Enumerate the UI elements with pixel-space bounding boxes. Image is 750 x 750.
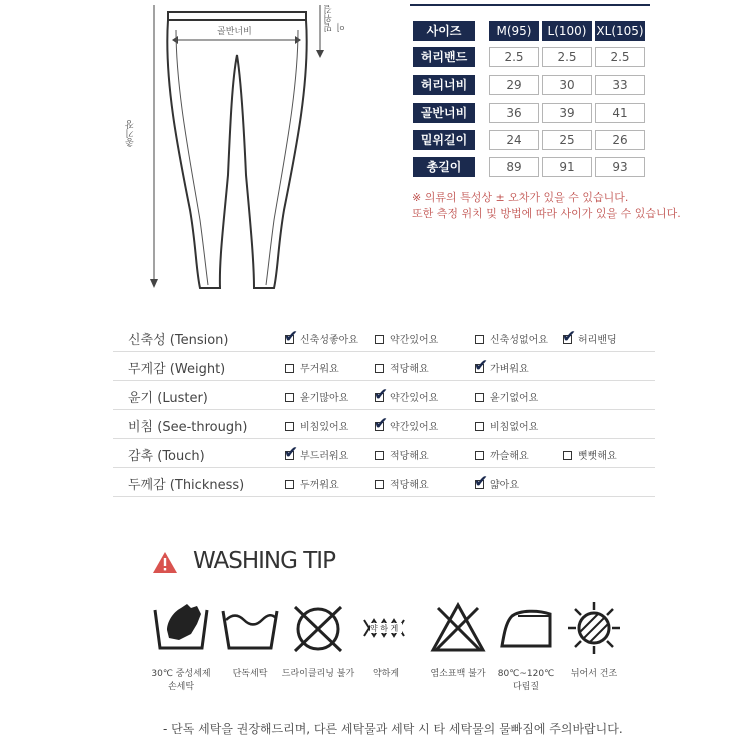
wash-label-single: 단독세탁 [232, 669, 268, 679]
option-label: 까슬해요 [490, 451, 529, 462]
property-label: 감촉 (Touch) [128, 449, 205, 464]
size-note-2: 또한 측정 위치 및 방법에 따라 사이가 있을 수 있습니다. [412, 207, 681, 220]
property-option [285, 389, 348, 404]
size-header-l: L(100) [542, 21, 592, 41]
dry-flat-icon [566, 600, 622, 656]
checkbox-icon [285, 480, 294, 489]
checkmark-icon: ✔ [474, 471, 489, 492]
property-row [113, 323, 655, 352]
no-bleach-icon [430, 602, 486, 654]
size-row-label: 골반너비 [413, 103, 475, 123]
property-option [374, 413, 439, 434]
checkmark-icon: ✔ [284, 326, 299, 347]
size-cell: 26 [595, 130, 645, 150]
checkmark-icon: ✔ [374, 413, 389, 434]
leggings-outline [167, 20, 306, 288]
property-row [113, 410, 655, 439]
checkbox-icon [475, 451, 484, 460]
checkbox-icon [375, 335, 384, 344]
option-label: 부드러워요 [300, 451, 349, 462]
property-option [475, 331, 548, 346]
checkbox-icon [285, 364, 294, 373]
wash-label-dry-clean: 드라이클리닝 불가 [281, 669, 355, 679]
property-label: 신축성 (Tension) [128, 333, 229, 348]
property-label: 비침 (See-through) [128, 420, 248, 435]
checkbox-icon [375, 480, 384, 489]
checked-box-icon [474, 471, 489, 492]
iron-icon [498, 606, 554, 650]
property-option [284, 442, 349, 463]
checkmark-icon: ✔ [284, 442, 299, 463]
property-option [474, 471, 519, 492]
gentle-wring-text: 약 하 게 [370, 624, 399, 633]
size-cell: 29 [489, 75, 539, 95]
washing-tip-1: - 단독 세탁을 권장해드리며, 다른 세탁물과 세탁 시 타 세탁물의 물빠짐에 주의바랍니다. [163, 722, 623, 736]
option-label: 약간있어요 [390, 422, 439, 433]
property-option [374, 384, 439, 405]
size-row-label: 총길이 [413, 157, 475, 177]
checkbox-icon [563, 451, 572, 460]
checked-box-icon [284, 326, 299, 347]
checkmark-icon: ✔ [374, 384, 389, 405]
washing-tip-title: WASHING TIP [193, 548, 335, 574]
no-dry-clean-icon [290, 604, 346, 654]
size-cell: 30 [542, 75, 592, 95]
size-cell: 24 [489, 130, 539, 150]
option-label: 윤기없어요 [490, 393, 539, 404]
property-option [475, 389, 538, 404]
checkbox-icon [475, 422, 484, 431]
option-label: 신축성없어요 [490, 335, 548, 346]
option-label: 두꺼워요 [300, 480, 339, 491]
rise-length-label: 밑위길이 [324, 5, 347, 32]
checkbox-icon [375, 451, 384, 460]
option-label: 얇아요 [490, 480, 519, 491]
checkbox-icon [475, 393, 484, 402]
checkmark-icon: ✔ [562, 326, 577, 347]
property-row [113, 468, 655, 497]
size-header-xl: XL(105) [595, 21, 645, 41]
option-label: 허리밴딩 [578, 335, 617, 346]
property-option [475, 447, 529, 462]
checked-box-icon [474, 355, 489, 376]
option-label: 적당해요 [390, 364, 429, 375]
checked-box-icon [374, 384, 389, 405]
property-row [113, 352, 655, 381]
size-row-label: 허리너비 [413, 75, 475, 95]
option-label: 무거워요 [300, 364, 339, 375]
checkbox-icon [285, 393, 294, 402]
size-cell: 33 [595, 75, 645, 95]
property-option [375, 360, 429, 375]
property-label: 윤기 (Luster) [128, 391, 208, 406]
property-option [474, 355, 529, 376]
option-label: 약간있어요 [390, 393, 439, 404]
size-cell: 91 [542, 157, 592, 177]
property-option [285, 360, 339, 375]
option-label: 윤기많아요 [300, 393, 349, 404]
size-cell: 36 [489, 103, 539, 123]
size-note-1: ※ 의류의 특성상 ± 오차가 있을 수 있습니다. [412, 191, 629, 204]
checked-box-icon [374, 413, 389, 434]
wash-label-iron: 80℃~120℃ 다림질 [497, 669, 555, 692]
wash-label-bleach: 염소표백 불가 [430, 669, 486, 679]
property-option [375, 447, 429, 462]
size-cell: 39 [542, 103, 592, 123]
property-row [113, 381, 655, 410]
property-option [375, 331, 438, 346]
leggings-diagram [120, 0, 360, 300]
property-option [285, 476, 339, 491]
property-option [284, 326, 358, 347]
property-label: 무게감 (Weight) [128, 362, 226, 377]
total-length-label: 총기장 [126, 120, 136, 147]
property-option [285, 418, 348, 433]
wash-label-hand-wash: 30℃ 중성세제 손세탁 [151, 669, 211, 692]
warning-icon [152, 551, 178, 574]
wash-label-dry: 뉘어서 건조 [570, 669, 618, 679]
checkbox-icon [475, 335, 484, 344]
wash-label-gentle: 약하게 [372, 669, 400, 679]
hand-wash-icon [151, 600, 211, 656]
option-label: 신축성좋아요 [300, 335, 358, 346]
checkmark-icon: ✔ [474, 355, 489, 376]
size-row-label: 밑위길이 [413, 130, 475, 150]
option-label: 가벼워요 [490, 364, 529, 375]
checkbox-icon [285, 422, 294, 431]
property-option [375, 476, 429, 491]
property-row [113, 439, 655, 468]
checked-box-icon [562, 326, 577, 347]
hip-width-label: 골반너비 [217, 27, 252, 37]
wash-tub-icon [220, 606, 280, 652]
option-label: 뻣뻣해요 [578, 451, 617, 462]
size-cell: 2.5 [595, 47, 645, 67]
size-cell: 89 [489, 157, 539, 177]
property-option [562, 326, 617, 347]
size-cell: 41 [595, 103, 645, 123]
size-cell: 93 [595, 157, 645, 177]
size-row-label: 허리밴드 [413, 47, 475, 67]
size-cell: 2.5 [489, 47, 539, 67]
option-label: 비침있어요 [300, 422, 349, 433]
property-option [475, 418, 538, 433]
size-cell: 25 [542, 130, 592, 150]
property-option [563, 447, 617, 462]
checked-box-icon [284, 442, 299, 463]
option-label: 약간있어요 [390, 335, 439, 346]
option-label: 비침없어요 [490, 422, 539, 433]
size-header-label: 사이즈 [413, 21, 475, 41]
option-label: 적당해요 [390, 451, 429, 462]
size-cell: 2.5 [542, 47, 592, 67]
checkbox-icon [375, 364, 384, 373]
option-label: 적당해요 [390, 480, 429, 491]
size-header-m: M(95) [489, 21, 539, 41]
property-label: 두께감 (Thickness) [128, 478, 245, 493]
